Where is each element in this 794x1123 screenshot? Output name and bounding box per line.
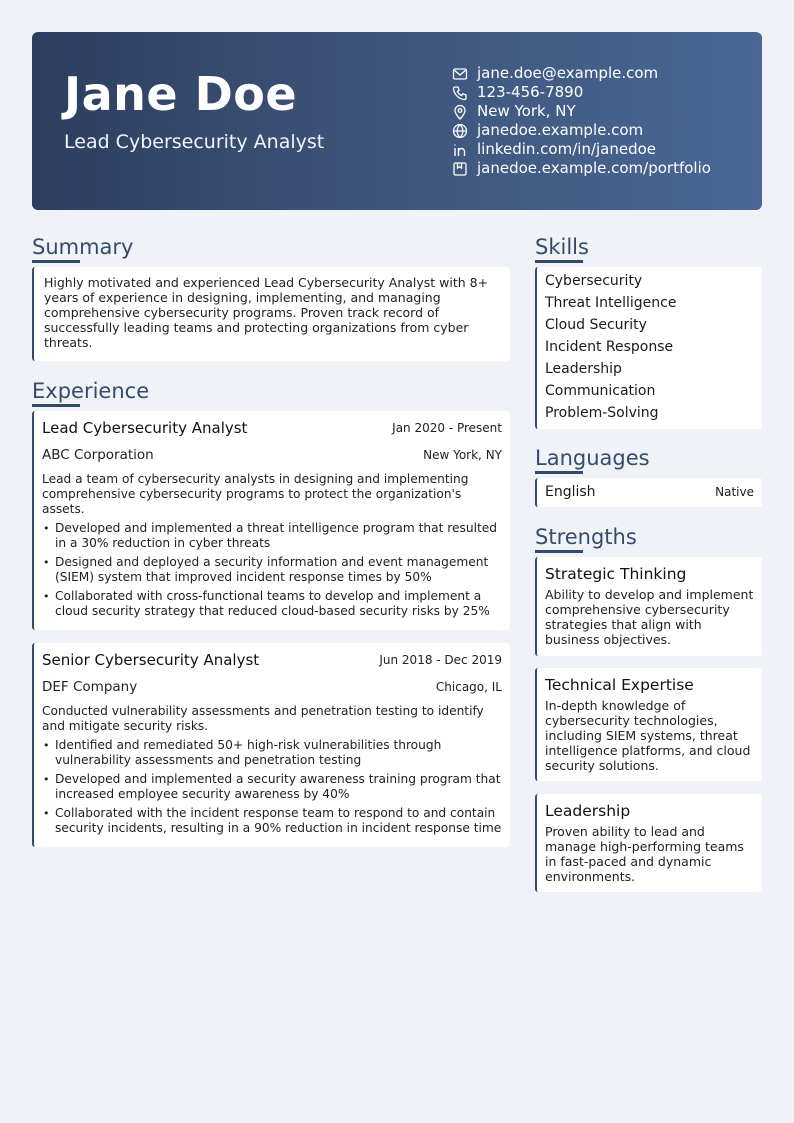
contact-phone-text: 123-456-7890 [477,83,584,101]
candidate-name: Jane Doe [64,67,298,121]
job-bullet: • Identified and remediated 50+ high-risk vulnerabilities through vulnerability assessments and penetration testing [42,738,504,768]
candidate-role: Lead Cybersecurity Analyst [64,131,325,153]
experience-underline [32,404,80,407]
job-location: Chicago, IL [435,680,502,694]
job-description: Lead a team of cybersecurity analysts in designing and implementing comprehensive cybersecurity programs to protect the organization's assets. [42,472,469,516]
skill-item: Cloud Security [545,317,647,333]
phone-icon [452,85,468,101]
job-dates: Jun 2018 - Dec 2019 [379,653,502,667]
contact-portfolio[interactable] [452,159,757,178]
language-level: Native [715,485,754,499]
skills-list [537,267,762,427]
job-description: Conducted vulnerability assessments and penetration testing to identify and mitigate security risks. [42,704,484,733]
languages-underline [535,471,583,474]
contact-email[interactable] [452,64,757,83]
summary-card [32,267,510,361]
portfolio-icon [452,161,468,177]
contact-website[interactable] [452,121,757,140]
strength-description: Ability to develop and implement comprehensive cybersecurity strategies that align with business objectives. [545,587,754,647]
contact-linkedin[interactable] [452,140,757,159]
contact-list [452,64,757,178]
job-location: New York, NY [423,448,502,462]
job-bullets [42,521,504,623]
job-bullet: • Collaborated with cross-functional teams to develop and implement a cloud security strategy that reduced cloud-based security risks by 25% [42,589,504,619]
languages-card [535,478,762,507]
skills-underline [535,260,583,263]
contact-location [452,102,757,121]
skill-item: Communication [545,383,656,399]
contact-location-text: New York, NY [477,102,576,120]
location-icon [452,104,468,120]
skills-card [535,267,762,429]
skill-item: Leadership [545,361,622,377]
job-bullet: • Designed and deployed a security information and event management (SIEM) system that improved incident response times by 50% [42,555,504,585]
strength-description: Proven ability to lead and manage high-performing teams in fast-paced and dynamic environments. [545,824,744,884]
language-row [537,478,762,506]
globe-icon [452,123,468,139]
job-dates: Jan 2020 - Present [392,421,502,435]
resume-header [32,32,762,210]
job-company: ABC Corporation [42,447,154,463]
contact-website-text: janedoe.example.com [477,121,644,139]
strengths-heading: Strengths [535,525,637,549]
strength-title: Leadership [545,802,631,820]
linkedin-icon [452,142,468,158]
strength-card [535,794,762,892]
job-card [32,643,510,847]
language-name: English [545,484,596,500]
strength-card [535,557,762,656]
job-company: DEF Company [42,679,138,695]
skill-item: Problem-Solving [545,405,659,421]
job-bullet: • Collaborated with the incident response team to respond to and contain security incidents, resulting in a 90% reduction in incident response time [42,806,504,836]
skills-heading: Skills [535,235,589,259]
job-card [32,411,510,630]
summary-text: Highly motivated and experienced Lead Cybersecurity Analyst with 8+ years of experience in designing, implementing, and managing comprehensive cybersecurity programs. Proven track record of successfully leading teams and protecting organizations from cyber threats. [44,275,489,350]
job-bullet: • Developed and implemented a threat intelligence program that resulted in a 30% reduction in cyber threats [42,521,504,551]
contact-email-text: jane.doe@example.com [477,64,659,82]
skill-item: Incident Response [545,339,674,355]
strength-title: Technical Expertise [545,676,694,694]
summary-heading: Summary [32,235,134,259]
job-bullets [42,738,504,840]
strength-card [535,668,762,781]
summary-underline [32,260,80,263]
contact-portfolio-text: janedoe.example.com/portfolio [477,159,711,177]
job-title: Lead Cybersecurity Analyst [42,419,248,437]
contact-linkedin-text: linkedin.com/in/janedoe [477,140,657,158]
strengths-underline [535,550,583,553]
strength-description: In-depth knowledge of cybersecurity technologies, including SIEM systems, threat intelligence platforms, and cloud security solutions. [545,698,751,773]
languages-heading: Languages [535,446,650,470]
contact-phone[interactable] [452,83,757,102]
job-bullet: • Developed and implemented a security awareness training program that increased employee security awareness by 40% [42,772,504,802]
experience-heading: Experience [32,379,150,403]
skill-item: Cybersecurity [545,273,643,289]
skill-item: Threat Intelligence [545,295,677,311]
mail-icon [452,66,468,82]
strength-title: Strategic Thinking [545,565,687,583]
job-title: Senior Cybersecurity Analyst [42,651,260,669]
